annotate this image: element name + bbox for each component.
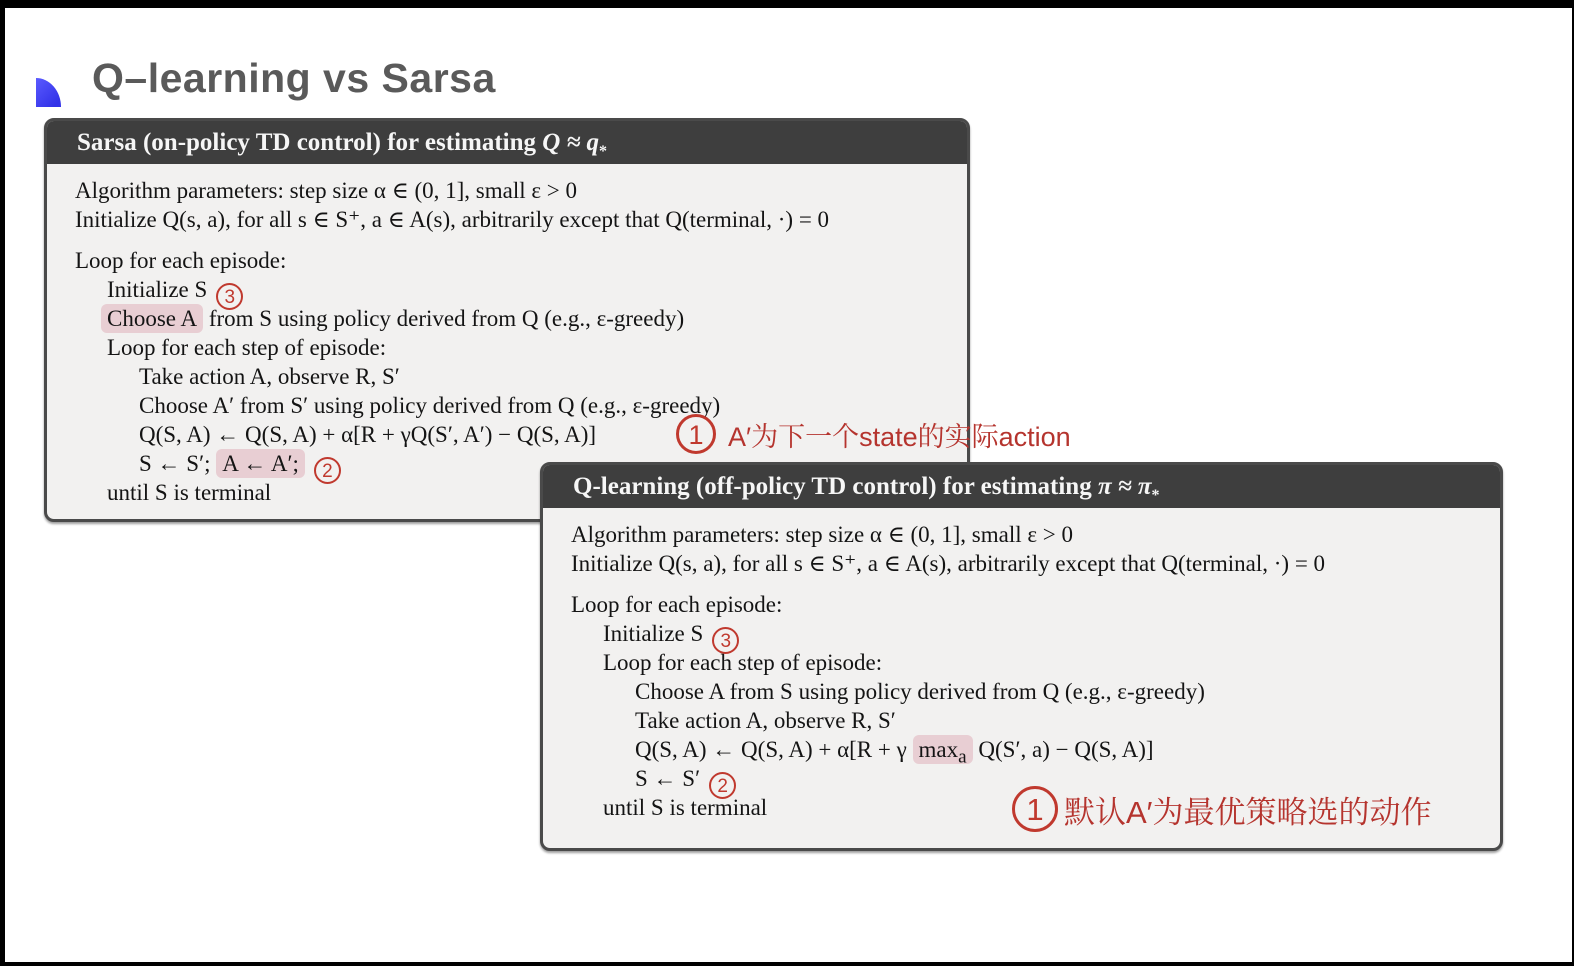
circled-2-marker: 2 — [314, 457, 341, 484]
sarsa-assign-s: S ← S′; — [139, 451, 217, 476]
qlearning-line-params: Algorithm parameters: step size α ∈ (0, 1], small ε > 0 — [571, 522, 1074, 547]
qlearning-line-choose-a: Choose A from S using policy derived from Q (e.g., ε-greedy) — [635, 679, 1205, 704]
circled-2-marker: 2 — [709, 772, 736, 799]
qlearning-box-body — [543, 508, 1500, 822]
sarsa-line-init-s — [47, 275, 967, 308]
qlearning-init-s-text: Initialize S — [603, 621, 704, 646]
sarsa-header-math: Q ≈ q — [542, 129, 600, 156]
circled-1-marker: 1 — [676, 414, 716, 454]
circled-1-marker: 1 — [1012, 786, 1058, 832]
qlearning-update-pre: Q(S, A) ← Q(S, A) + α[R + γ — [635, 737, 913, 762]
qlearning-assign-s: S ← S′ — [635, 766, 701, 791]
assign-a-highlight: A ← A′; — [216, 449, 305, 478]
sarsa-init-s-text: Initialize S — [107, 277, 208, 302]
sarsa-box-header — [47, 121, 967, 164]
qlearning-line-init-q: Initialize Q(s, a), for all s ∈ S⁺, a ∈ A(s), arbitrarily except that Q(terminal, ·) = 0 — [571, 551, 1326, 576]
qlearning-update-post: Q(S′, a) − Q(S, A)] — [972, 737, 1154, 762]
max-subscript: a — [958, 746, 967, 768]
sarsa-line-choose-next: Choose A′ from S′ using policy derived from Q (e.g., ε-greedy) — [139, 393, 721, 418]
sarsa-line-choose-a — [47, 304, 967, 333]
qlearning-line-until: until S is terminal — [603, 795, 768, 820]
sarsa-box-body — [47, 164, 967, 507]
blue-corner-decoration-icon — [36, 78, 61, 107]
choose-a-highlight: Choose A — [101, 304, 203, 333]
qlearning-header-text: Q-learning (off-policy TD control) for estimating — [573, 473, 1098, 500]
max-a-highlight — [913, 735, 973, 768]
sarsa-header-text: Sarsa (on-policy TD control) for estimating — [77, 129, 543, 156]
max-text: max — [918, 737, 959, 762]
qlearning-annotation-text: 默认A′为最优策略选的动作 — [1064, 794, 1432, 830]
sarsa-choose-a-rest: from S using policy derived from Q (e.g., ε-greedy) — [203, 306, 685, 331]
spacer — [47, 234, 967, 246]
sarsa-header-subscript: * — [599, 143, 608, 160]
qlearning-header-math: π ≈ π — [1097, 473, 1152, 500]
qlearning-line-loop-step: Loop for each step of episode: — [603, 650, 883, 675]
qlearning-line-loop-episode: Loop for each episode: — [571, 592, 783, 617]
qlearning-header-subscript: * — [1151, 487, 1160, 504]
sarsa-annotation — [676, 414, 1071, 454]
page-title: Q–learning vs Sarsa — [92, 55, 496, 101]
sarsa-line-loop-step: Loop for each step of episode: — [107, 335, 387, 360]
sarsa-annotation-text: A′为下一个state的实际action — [728, 421, 1071, 452]
qlearning-line-take-action: Take action A, observe R, S′ — [635, 708, 896, 733]
spacer — [543, 578, 1500, 590]
sarsa-line-params: Algorithm parameters: step size α ∈ (0, 1], small ε > 0 — [75, 178, 578, 203]
sarsa-line-init-q: Initialize Q(s, a), for all s ∈ S⁺, a ∈ A(s), arbitrarily except that Q(terminal, ·) = 0 — [75, 207, 830, 232]
circled-3-marker: 3 — [712, 627, 739, 654]
sarsa-line-loop-episode: Loop for each episode: — [75, 248, 287, 273]
qlearning-line-init-s — [543, 619, 1500, 652]
circled-3-marker: 3 — [216, 283, 243, 310]
sarsa-line-take-action: Take action A, observe R, S′ — [139, 364, 400, 389]
sarsa-line-until: until S is terminal — [107, 480, 272, 505]
qlearning-annotation — [1012, 786, 1432, 832]
sarsa-line-update: Q(S, A) ← Q(S, A) + α[R + γQ(S′, A′) − Q(S, A)] — [139, 422, 597, 447]
qlearning-box-header — [543, 465, 1500, 508]
qlearning-line-update — [543, 735, 1500, 768]
